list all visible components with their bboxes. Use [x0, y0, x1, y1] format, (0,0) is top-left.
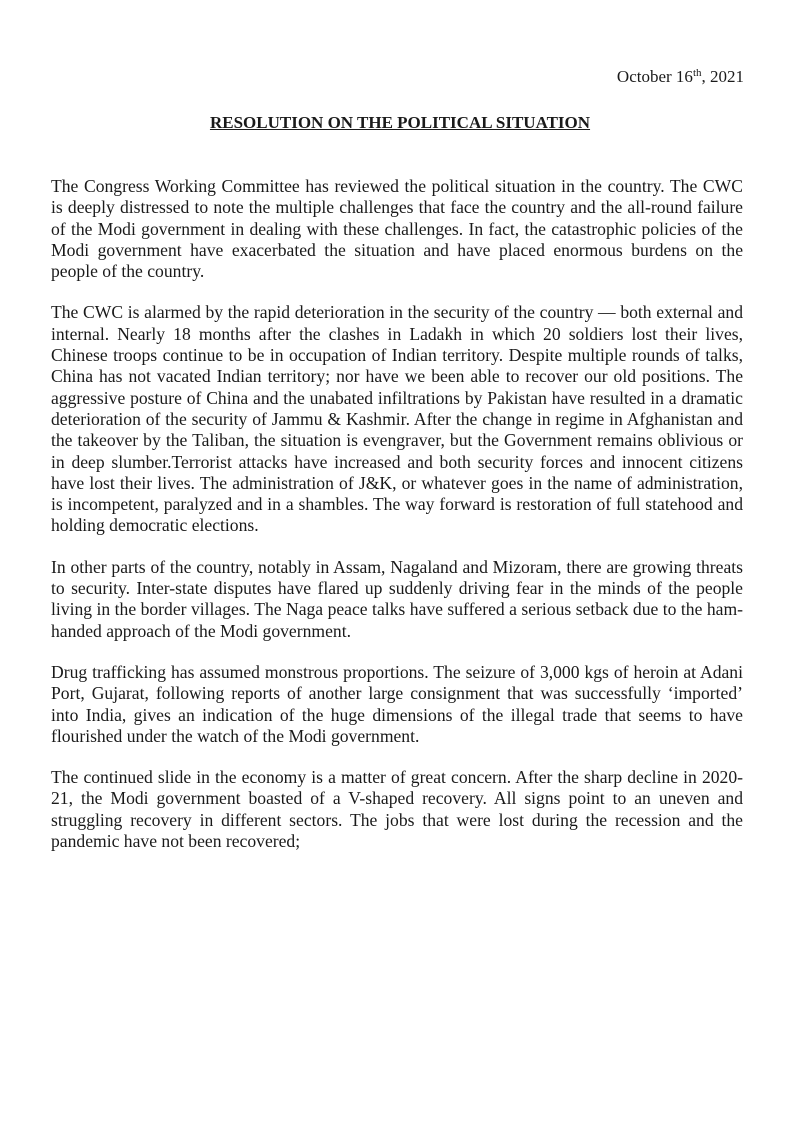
date-main: October 16: [616, 67, 693, 86]
date-year: , 2021: [701, 67, 744, 86]
paragraph-5: The continued slide in the economy is a matter of great concern. After the sharp decline in 2020-21, the Modi government boasted of a V-shaped recovery. All signs point to an uneven and struggling recovery in different sectors. The jobs that were lost during the recession and the pandemic have not been recovered;: [51, 767, 743, 852]
paragraph-2: The CWC is alarmed by the rapid deterioration in the security of the country — both external and internal. Nearly 18 months after the clashes in Ladakh in which 20 soldiers lost their lives, Chinese troops continue to be in occupation of Indian territory. Despite multiple rounds of talks, China has not vacated Indian territory; nor have we been able to recover our old positions. The aggressive posture of China and the unabated infiltrations by Pakistan have resulted in a dramatic deterioration of the security of Jammu & Kashmir. After the change in regime in Afghanistan and the takeover by the Taliban, the situation is evengraver, but the Government remains oblivious or in deep slumber.Terrorist attacks have increased and both security forces and innocent citizens have lost their lives. The administration of J&K, or whatever goes in the name of administration, is incompetent, paralyzed and in a shambles. The way forward is restoration of full statehood and holding democratic elections.: [51, 302, 743, 536]
date-suffix: th: [692, 67, 702, 79]
paragraph-1: The Congress Working Committee has reviewed the political situation in the country. The CWC is deeply distressed to note the multiple challenges that face the country and the all-round failure of the Modi government in dealing with these challenges. In fact, the catastrophic policies of the Modi government have exacerbated the situation and have placed enormous burdens on the people of the country.: [51, 176, 743, 282]
document-date: [617, 66, 744, 88]
paragraph-4: Drug trafficking has assumed monstrous proportions. The seizure of 3,000 kgs of heroin at Adani Port, Gujarat, following reports of another large consignment that was successfully ‘imported’ into India, gives an indication of the huge dimensions of the illegal trade that seems to have flourished under the watch of the Modi government.: [51, 661, 743, 746]
document-body: [51, 176, 743, 872]
document-title: RESOLUTION ON THE POLITICAL SITUATION: [209, 113, 591, 132]
paragraph-3: In other parts of the country, notably in Assam, Nagaland and Mizoram, there are growing threats to security. Inter-state disputes have flared up suddenly driving fear in the minds of the people living in the border villages. The Naga peace talks have suffered a serious setback due to the ham-handed approach of the Modi government.: [51, 556, 743, 641]
